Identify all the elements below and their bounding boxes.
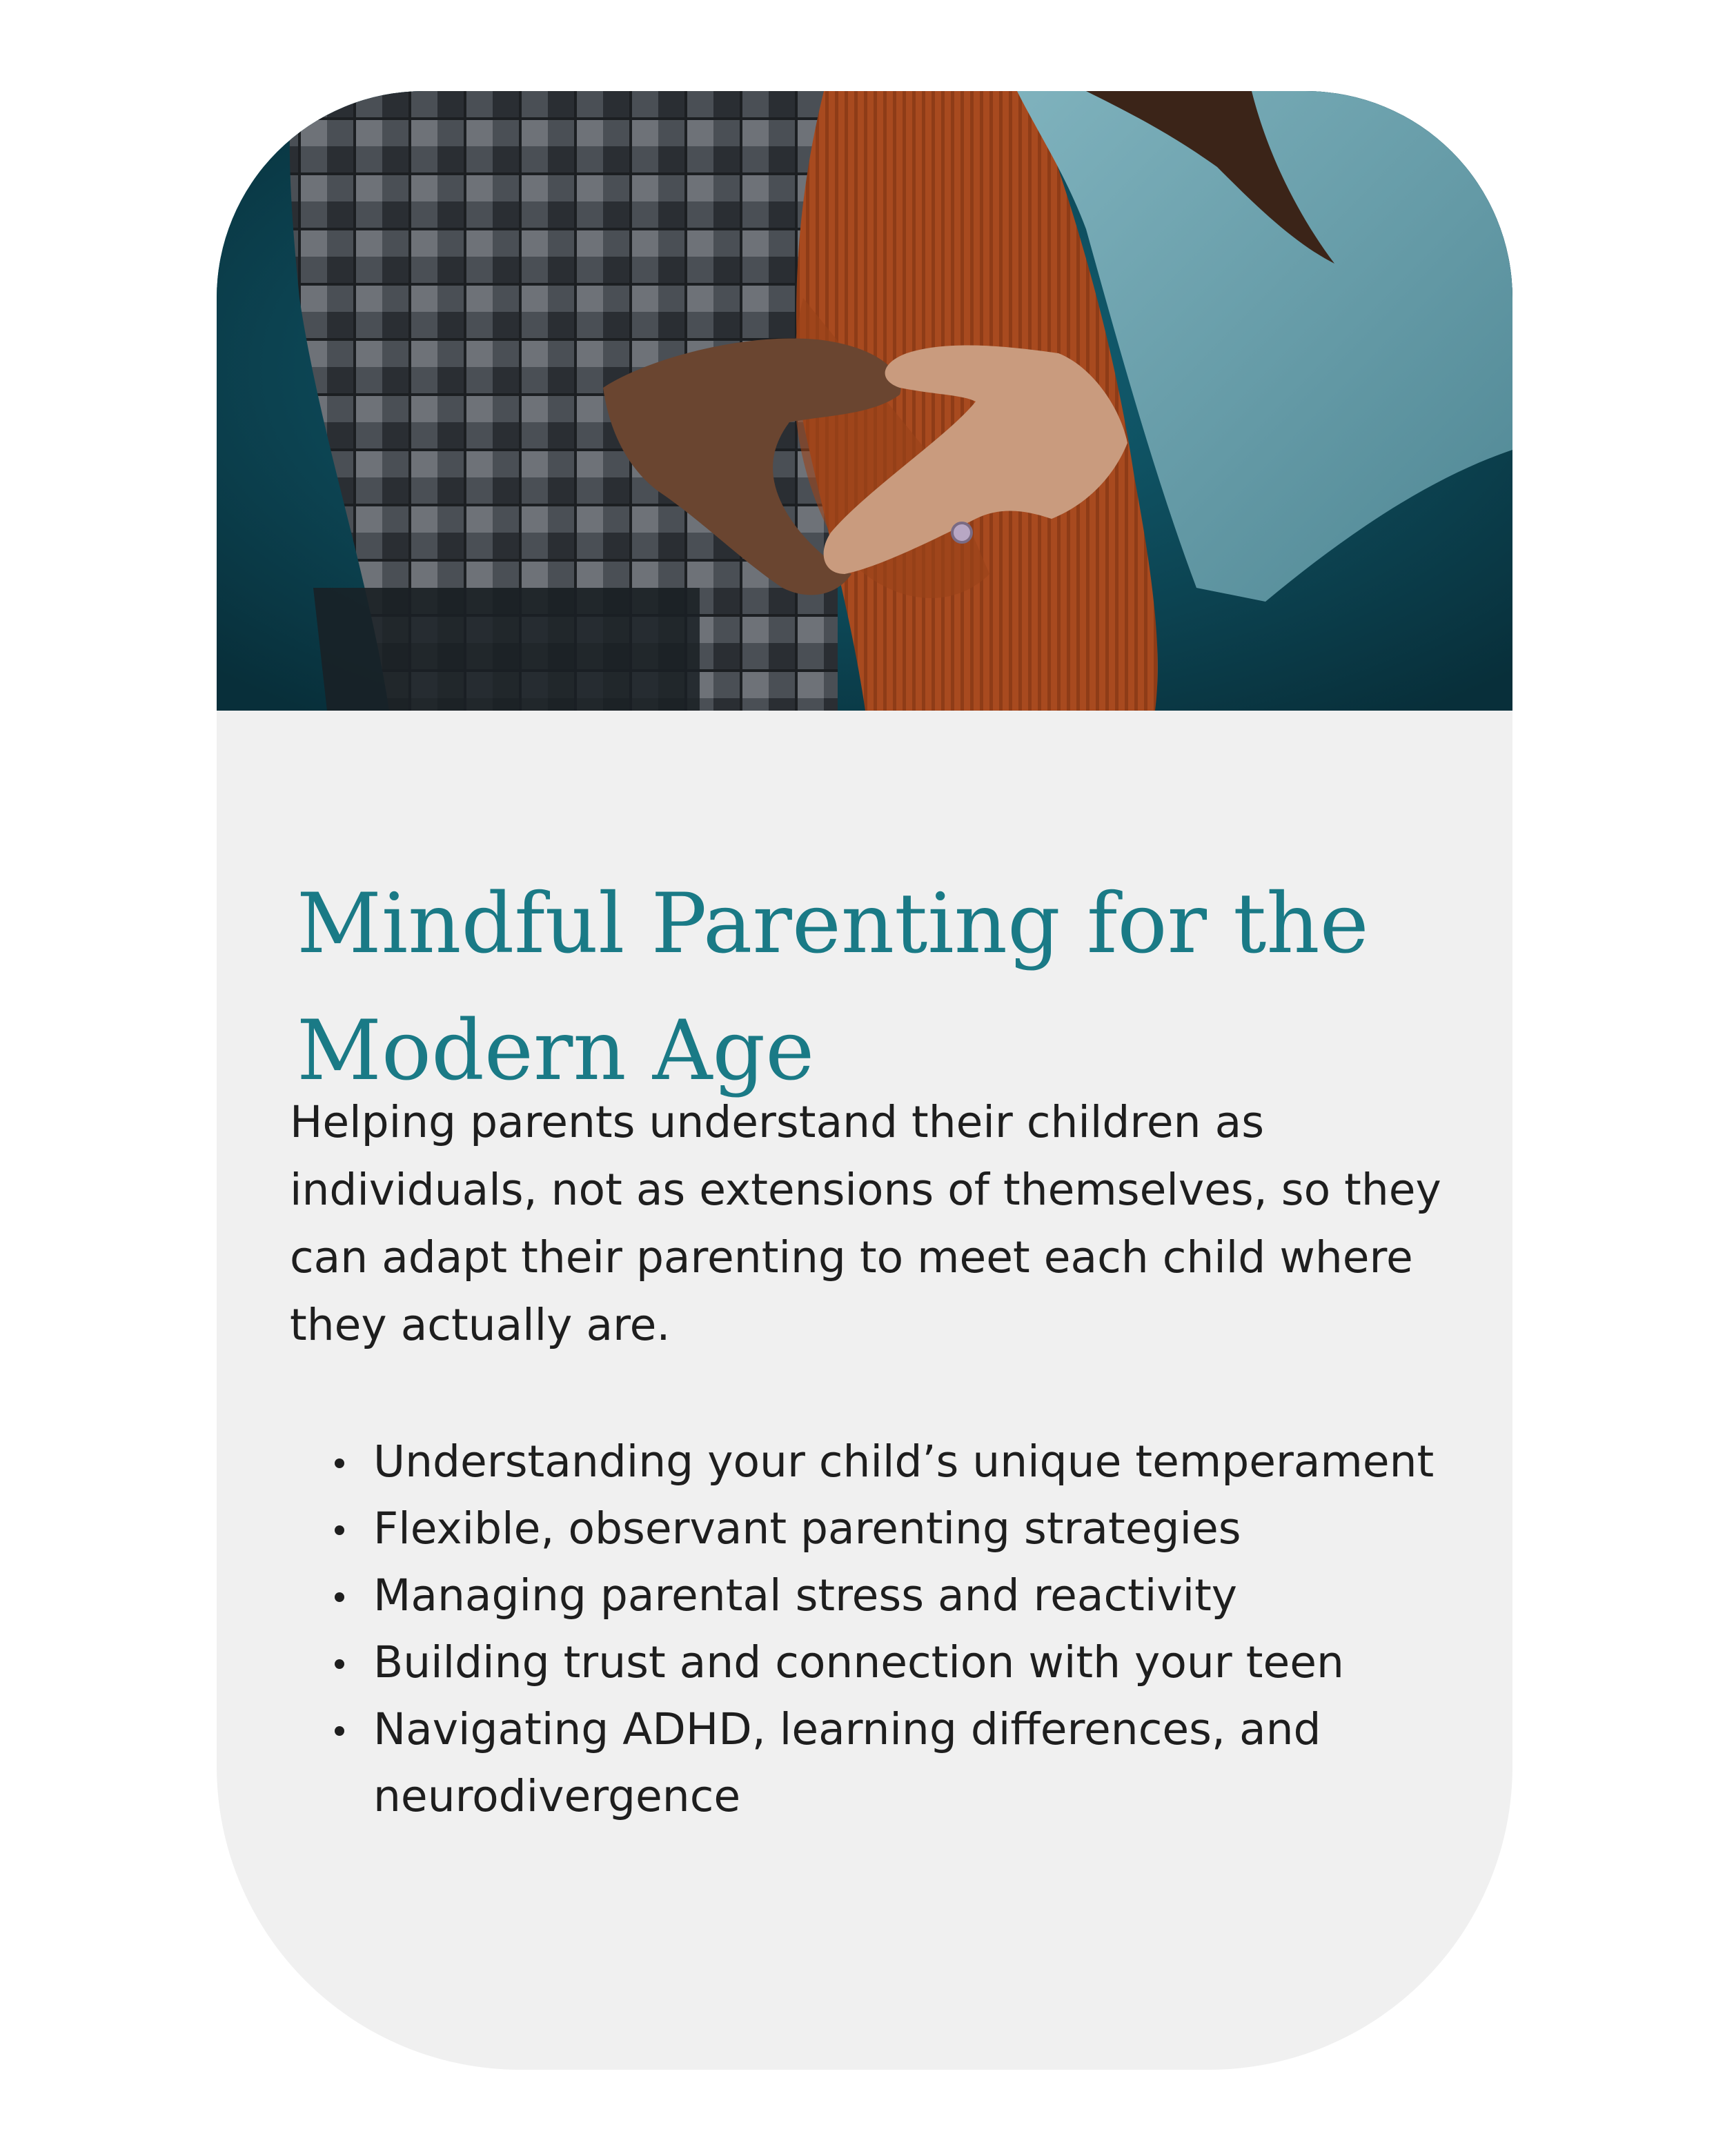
bullet-icon: [335, 1726, 344, 1736]
bullet-icon: [335, 1525, 344, 1535]
list-item-text: Understanding your child’s unique temperament: [373, 1436, 1435, 1487]
list-item-text: Flexible, observant parenting strategies: [373, 1503, 1241, 1554]
list-item: [331, 1696, 1462, 1830]
service-card: [217, 91, 1512, 2070]
bullet-icon: [335, 1592, 344, 1602]
hero-photo: [217, 91, 1512, 711]
list-item: [331, 1562, 1462, 1629]
topic-list: [331, 1428, 1462, 1830]
bullet-icon: [335, 1458, 344, 1468]
list-item-text: Navigating ADHD, learning differences, and neurodivergence: [373, 1704, 1321, 1821]
list-item: [331, 1495, 1462, 1562]
list-item-text: Managing parental stress and reactivity: [373, 1570, 1238, 1621]
list-item-text: Building trust and connection with your teen: [373, 1637, 1344, 1688]
bullet-icon: [335, 1659, 344, 1669]
parents-pregnancy-photo-icon: [217, 91, 1512, 711]
list-item: [331, 1428, 1462, 1495]
card-intro: Helping parents understand their children as individuals, not as extensions of themselves, so they can adapt their parenting to meet each child where they actually are.: [290, 1097, 1441, 1350]
list-item: [331, 1629, 1462, 1696]
card-title: Mindful Parenting for the Modern Age: [297, 876, 1369, 1099]
